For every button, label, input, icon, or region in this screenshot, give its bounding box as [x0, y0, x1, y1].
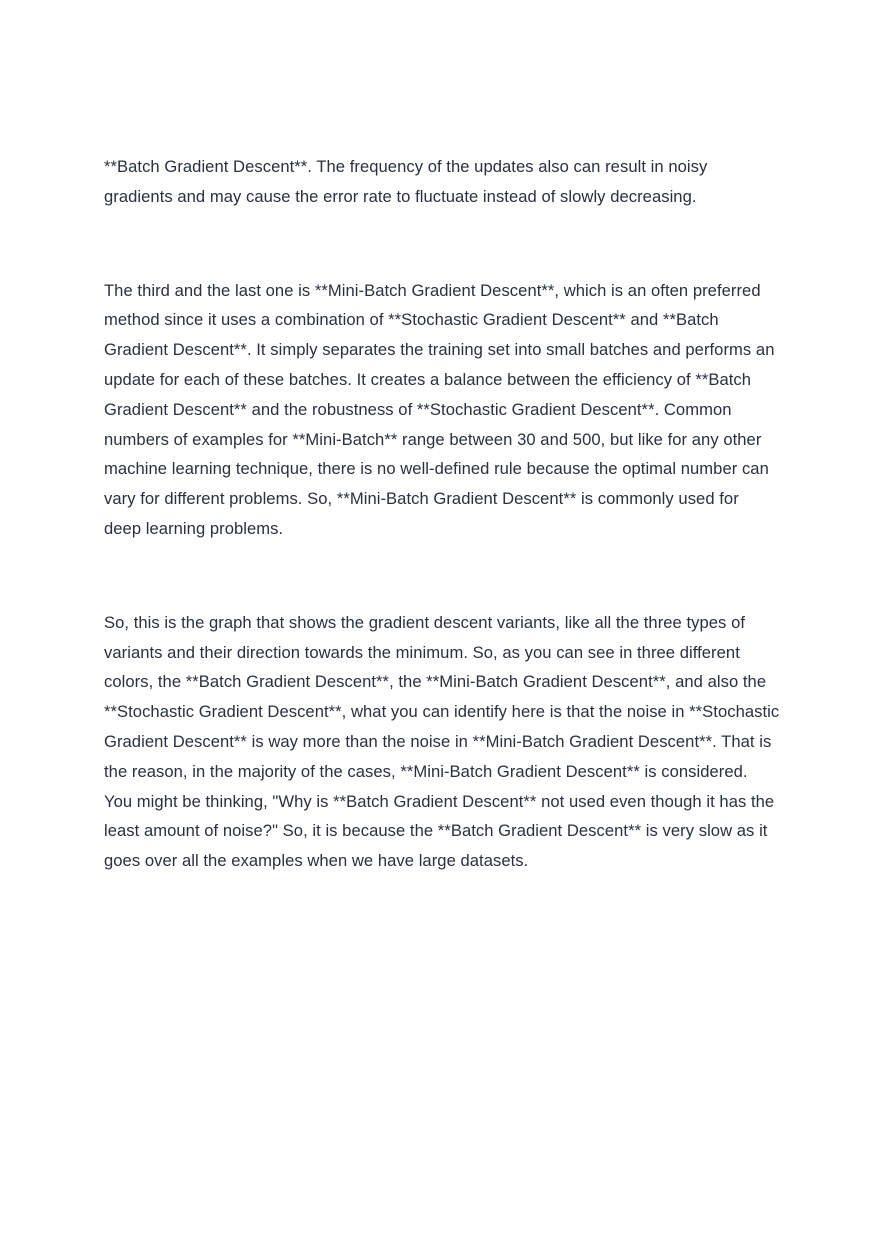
- document-body: [104, 152, 780, 876]
- paragraph-mini-batch: The third and the last one is **Mini-Batch Gradient Descent**, which is an often preferred method since it uses a combination of **Stochastic Gradient Descent** and **Batch Gradient Descent**. It simply separates the training set into small batches and performs an update for each of these batches. It creates a balance between the efficiency of **Batch Gradient Descent** and the robustness of **Stochastic Gradient Descent**. Common numbers of examples for **Mini-Batch** range between 30 and 500, but like for any other machine learning technique, there is no well-defined rule because the optimal number can vary for different problems. So, **Mini-Batch Gradient Descent** is commonly used for deep learning problems.: [104, 280, 775, 538]
- paragraph-batch-noise: **Batch Gradient Descent**. The frequency of the updates also can result in noisy gradients and may cause the error rate to fluctuate instead of slowly decreasing.: [104, 157, 708, 206]
- paragraph-graph-variants: So, this is the graph that shows the gradient descent variants, like all the three types of variants and their direction towards the minimum. So, as you can see in three different colors, the **Batch Gradient Descent**, the **Mini-Batch Gradient Descent**, and also the **Stochastic Gradient Descent**, what you can identify here is that the noise in **Stochastic Gradient Descent** is way more than the noise in **Mini-Batch Gradient Descent**. That is the reason, in the majority of the cases, **Mini-Batch Gradient Descent** is considered. You might be thinking, "Why is **Batch Gradient Descent** not used even though it has the least amount of noise?" So, it is because the **Batch Gradient Descent** is very slow as it goes over all the examples when we have large datasets.: [104, 612, 780, 871]
